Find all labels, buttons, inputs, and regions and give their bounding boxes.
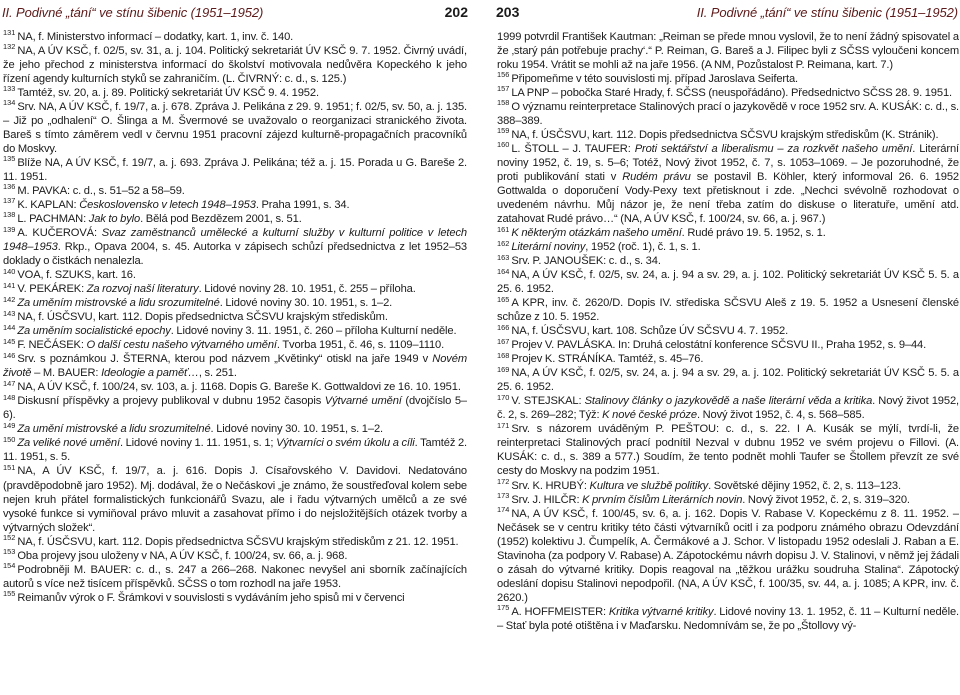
footnote-number: 154 [3, 560, 16, 570]
footnote-title-italic: O další cestu našeho výtvarného umění [86, 339, 277, 352]
footnote-number: 143 [3, 308, 16, 318]
footnote-text: . Lidové noviny 28. 10. 1951, č. 255 – příloha. [198, 283, 416, 296]
footnote-number: 152 [3, 532, 16, 542]
footnote-title-italic: Stalinovy články o jazykovědě a naše literární věda a kritika [584, 395, 873, 408]
footnote [3, 156, 467, 184]
footnote-text: . Tvorba 1951, č. 46, s. 1109–1110. [276, 339, 445, 352]
footnote [3, 226, 467, 268]
footnote-number: 132 [3, 42, 16, 52]
footnote-text: Srv. s poznámkou J. ŠTERNA, kterou pod názvem „Květinky“ otiskl na jaře 1949 v [17, 353, 433, 366]
footnote [3, 100, 467, 156]
footnote-title-italic: Svaz zaměstnanců umělecké a kulturní služby v kulturní politice v letech 1948–1953 [3, 227, 467, 254]
footnote-text: A KPR, inv. č. 2620/D. Dopis IV. střediska SČSVU Aleš z 19. 5. 1952 a Usnesení členské schůze z 10. 5. 1952. [497, 297, 959, 324]
footnote [3, 422, 467, 436]
footnote-text: se postavil B. Köhler, který informoval 26. 6. 1952 Gottwalda o doporučení Vody-Pexy text přetisknout i zde. „Nechci svévolně rozhodovat o uvedeném návrhu. Můj názor je, že není třeba zatím do diskuse o literatuře, umění atd. zatahovat Rudé právo…“ (NA, A ÚV KSČ, f. 100/24, sv. 66, a. j. 967.) [497, 171, 959, 226]
footnote-title-italic: K prvním číslům Literárních novin [582, 493, 743, 506]
footnote-text: Srv. P. JANOUŠEK: c. d., s. 34. [511, 255, 661, 268]
footnote [497, 422, 959, 478]
footnote-text: VOA, f. SZUKS, kart. 16. [17, 269, 136, 282]
footnotes-column [497, 30, 959, 695]
footnote-number: 150 [3, 434, 16, 444]
footnote-text: 1999 potvrdil František Kautman: „Reiman se přede mnou vyslovil, že to není žádný spisovatel a že ‚starý pán potřebuje prachy‘.“ P. Reiman, G. Bareš a J. Filipec byli z SČSS vyloučeni koncem roku 1954. Vrátit se mohli až na jaře 1956. (A NM, Pozůstalost P. Reimana, kart. 7.) [497, 31, 959, 72]
chapter-title: II. Podivné „tání“ ve stínu šibenic (1951–1952) [2, 5, 264, 20]
footnote [497, 394, 959, 422]
footnote-number: 145 [3, 336, 16, 346]
footnote-text: Oba projevy jsou uloženy v NA, A ÚV KSČ, f. 100/24, sv. 66, a. j. 968. [17, 549, 348, 562]
footnote-text: V. PEKÁREK: [17, 283, 87, 296]
running-header [490, 2, 960, 22]
footnote-text: , s. 251. [198, 367, 237, 380]
footnote-text: . Lidové noviny 30. 10. 1951, s. 1–2. [219, 297, 393, 310]
footnote-number: 131 [3, 30, 16, 38]
footnote-text: . Sovětské dějiny 1952, č. 2, s. 113–123. [708, 479, 901, 492]
footnote-text: Projev K. STRÁNÍKA. Tamtéž, s. 45–76. [511, 353, 704, 366]
footnote-title-italic: Za veliké nové umění [17, 437, 120, 450]
footnote-text: . Lidové noviny 3. 11. 1951, č. 260 – příloha Kulturní neděle. [170, 325, 457, 338]
footnote-number: 134 [3, 98, 16, 108]
left-page [0, 0, 472, 695]
page-number: 202 [444, 4, 468, 20]
footnote-number: 140 [3, 266, 16, 276]
footnote [3, 86, 467, 100]
footnote-number: 153 [3, 546, 16, 556]
footnote-text: NA, f. Ministerstvo informací – dodatky, kart. 1, inv. č. 140. [17, 31, 294, 43]
footnote-text: NA, f. ÚSČSVU, kart. 108. Schůze ÚV SČSVU 4. 7. 1952. [511, 325, 789, 338]
footnote-number: 173 [497, 490, 510, 500]
footnote-text: . Lidové noviny 30. 10. 1951, s. 1–2. [210, 423, 384, 436]
footnote-title-italic: Proti sektářství a liberalismu – za rozkvět našeho umění [634, 143, 913, 156]
footnote-title-italic: Za uměním mistrovské a lidu srozumitelné [17, 297, 220, 310]
footnote-text: LA PNP – pobočka Staré Hrady, f. SČSS (neuspořádáno). Předsednictvo SČSS 28. 9. 1951. [511, 87, 953, 100]
footnote-number: 167 [497, 336, 510, 346]
footnote-text: Srv. s názorem uváděným P. PEŠTOU: c. d., s. 22. I A. Kusák se mýlí, tvrdí-li, že reinterpretaci Stalinových prací podnítil Nezval v dubnu 1952 ve svém projevu o Fillovi. (A. KUSÁK: c. d., s. 389 a 577.) Soudím, že tento podnět mohli Taufer se Štollem převzít ze své cesty do Moskvy na podzim 1951. [497, 423, 959, 478]
footnote [3, 310, 467, 324]
right-page [490, 0, 960, 695]
footnote [497, 366, 959, 394]
footnote-text: NA, A ÚV KSČ, f. 19/7, a. j. 616. Dopis J. Císařovského V. Davidovi. Nedatováno (pravděpodobně jaro 1952). Mj. dodával, že o Nečáskovi „je známo, že soustřeďoval kolem sebe nejen kruh přátel formalistických funkcionářů Svazu, ale i řadu výtvarných umělců a ze své vysoké funkce si vymiňoval právo mluvit a zasahovat přímo i do nejsložitějších otázek tvorby a výtvarných složek“. [3, 465, 467, 534]
footnote-text: , 1952 (roč. 1), č. 1, s. 1. [585, 241, 701, 254]
footnote-title-italic: Ideologie a paměť… [101, 367, 199, 380]
footnote [497, 352, 959, 366]
footnote-text: . Nový život 1952, č. 2, s. 319–320. [742, 493, 910, 506]
footnote [497, 100, 959, 128]
footnote-text: Projev V. PAVLÁSKA. In: Druhá celostátní konference SČSVU II., Praha 1952, s. 9–44. [511, 339, 927, 352]
footnote-number: 151 [3, 462, 16, 472]
footnote-text: NA, A ÚV KSČ, f. 100/24, sv. 103, a. j. 1168. Dopis G. Bareše K. Gottwaldovi ze 16. 10. 1951. [17, 381, 461, 394]
footnote-number: 137 [3, 196, 16, 206]
footnote [3, 324, 467, 338]
footnote-text: NA, A ÚV KSČ, f. 02/5, sv. 31, a. j. 104. Politický sekretariát ÚV KSČ 9. 7. 1952. Čivrný uvádí, že jeho přechod z ministerstva informací do školství motivovala nedůvěra Kopeckého k jeho řízení agendy kulturních styků se zahraničím. (L. ČIVRNÝ: c. d., s. 125.) [3, 45, 467, 86]
footnote-title-italic: Kultura ve službě politiky [589, 479, 709, 492]
footnote [497, 254, 959, 268]
footnote-number: 148 [3, 392, 16, 402]
footnote [497, 86, 959, 100]
footnote [497, 128, 959, 142]
footnote-number: 175 [497, 602, 510, 612]
footnote [3, 198, 467, 212]
footnote [3, 436, 467, 464]
footnote-text: . Lidové noviny 1. 11. 1951, s. 1; [119, 437, 277, 450]
footnote-continuation [497, 30, 959, 72]
footnote-number: 159 [497, 126, 510, 136]
footnote-text: Srv. NA, A ÚV KSČ, f. 19/7, a. j. 678. Zpráva J. Pelikána z 29. 9. 1951; f. 02/5, sv. 50, a. j. 135. – Již po „odhalení“ O. Šlinga a M. Švermové se uvažovalo o reorganizaci stranického života. Bareš s tímto záměrem vedl v červnu 1951 pracovní zájezd kulturně-propagačních pracovníků do Moskvy. [3, 101, 467, 156]
footnote [497, 142, 959, 226]
footnote [497, 296, 959, 324]
footnote-number: 141 [3, 280, 16, 290]
footnote-text: A. KUČEROVÁ: [17, 227, 102, 240]
footnote-number: 174 [497, 504, 510, 514]
footnote-text: . Literární noviny 1952, č. 19, s. 5–6; Totéž, Nový život 1952, č. 7, s. 1053–1069. – Je pozoruhodné, že proti publikování stati v [497, 143, 959, 184]
footnote [497, 72, 959, 86]
footnote-number: 138 [3, 210, 16, 220]
footnote-text: . Praha 1991, s. 34. [255, 199, 350, 212]
footnote-text: . Nový život 1952, č. 4, s. 568–585. [696, 409, 865, 422]
footnote-text: L. PACHMAN: [17, 213, 89, 226]
footnote-title-italic: K některým otázkám našeho umění [511, 227, 682, 240]
footnote-text: (dvojčíslo 5–6). [3, 395, 467, 422]
footnote-number: 164 [497, 266, 510, 276]
footnote-text: Blíže NA, A ÚV KSČ, f. 19/7, a. j. 693. Zpráva J. Pelikána; též a. j. 15. Porada u G. Bareše 2. 11. 1951. [3, 157, 467, 184]
footnote-text: NA, A ÚV KSČ, f. 100/45, sv. 6, a. j. 162. Dopis V. Rabase V. Kopeckému z 8. 11. 1952. – Nečásek se v centru kritiky této části výtvarníků ocitl i za podporu známého obrazu Odevzdání (1952) kolektivu J. Čumpelík, A. Čermákové a J. Schor. V listopadu 1952 odeslali J. Raban a E. Stavinoha (za podpory V. Rabase) A. Zápotockému návrh dopisu J. V. Stalinovi, v němž jej žádali o zásah do výtvarné kritiky. Dopis reagoval na „těžkou urážku soudruha Stalina“. Zápotocký odeslání dopisu Stalinovi nepodpořil. (NA, A ÚV KSČ, f. 100/35, sv. 44, a. j. 1085; A KPR, inv. č. 2620.) [497, 507, 959, 604]
footnote-number: 142 [3, 294, 16, 304]
footnote [497, 324, 959, 338]
footnote-title-italic: Novém životě [3, 353, 467, 380]
footnote [3, 296, 467, 310]
footnote [3, 268, 467, 282]
footnote-text: Tamtéž, sv. 20, a. j. 89. Politický sekretariát ÚV KSČ 9. 4. 1952. [17, 87, 319, 100]
footnote-number: 135 [3, 154, 16, 164]
footnote-number: 169 [497, 364, 510, 374]
footnote [497, 226, 959, 240]
footnote-number: 139 [3, 224, 16, 234]
footnote [3, 588, 467, 605]
footnote-text: A. HOFFMEISTER: [511, 605, 609, 618]
footnote-text: . Tamtéž 2. 11. 1951, s. 5. [3, 437, 467, 464]
footnote-number: 149 [3, 420, 16, 430]
footnote-title-italic: Jak to bylo [88, 213, 141, 226]
footnote-title-italic: Za rozvoj naší literatury [86, 283, 199, 296]
footnote [3, 464, 467, 534]
footnote [3, 380, 467, 394]
footnote-number: 168 [497, 350, 510, 360]
footnote-text: NA, f. ÚSČSVU, kart. 112. Dopis předsednictva SČSVU krajským střediskům. [17, 311, 388, 324]
footnote-number: 162 [497, 238, 510, 248]
footnote-text: NA, f. ÚSČSVU, kart. 112. Dopis předsednictva SČSVU krajským střediskům z 21. 12. 1951. [17, 535, 459, 548]
footnote [3, 44, 467, 86]
footnote [3, 282, 467, 296]
footnote [497, 476, 959, 493]
footnote [3, 560, 467, 591]
footnote-title-italic: Československo v letech 1948–1953 [79, 199, 256, 212]
footnote-text: Reimanův výrok o F. Šrámkovi v souvislosti s vydáváním jeho spisů mi v červenci [17, 591, 405, 604]
footnote-text: . Rudé právo 19. 5. 1952, s. 1. [681, 227, 826, 240]
footnote [497, 268, 959, 296]
footnote-text: F. NEČÁSEK: [17, 339, 87, 352]
footnotes-column [3, 30, 467, 695]
footnote-text: M. PAVKA: c. d., s. 51–52 a 58–59. [17, 185, 185, 198]
footnote-text: . Bělá pod Bezdězem 2001, s. 51. [140, 213, 302, 226]
footnote-text: NA, A ÚV KSČ, f. 02/5, sv. 24, a. j. 94 a sv. 29, a. j. 102. Politický sekretariát ÚV KSČ 5. 5. a 25. 6. 1952. [497, 367, 959, 394]
footnote-number: 158 [497, 98, 510, 108]
footnote-title-italic: Výtvarné umění [324, 395, 402, 408]
footnote [497, 504, 959, 605]
footnote [3, 532, 467, 549]
footnote [497, 490, 959, 507]
footnote-text: NA, A ÚV KSČ, f. 02/5, sv. 24, a. j. 94 a sv. 29, a. j. 102. Politický sekretariát ÚV KSČ 5. 5. a 25. 6. 1952. [497, 269, 959, 296]
footnote-text: Připomeňme v této souvislosti mj. případ Jaroslava Seiferta. [511, 73, 799, 86]
footnote [3, 212, 467, 226]
footnote [3, 546, 467, 563]
footnote-text: V. STEJSKAL: [511, 395, 585, 408]
footnote-title-italic: Rudém právu [622, 171, 691, 184]
footnote-number: 144 [3, 322, 16, 332]
footnote-title-italic: K nové české próze [602, 409, 697, 422]
footnote-text: NA, f. ÚSČSVU, kart. 112. Dopis předsednictva SČSVU krajským střediskům (K. Stránik). [511, 129, 939, 142]
footnote-text: O významu reinterpretace Stalinových prací o jazykovědě v roce 1952 srv. A. KUSÁK: c. d., s. 388–389. [497, 101, 959, 128]
footnote-number: 155 [3, 588, 16, 598]
chapter-title: II. Podivné „tání“ ve stínu šibenic (1951–1952) [696, 5, 958, 20]
footnote-number: 171 [497, 420, 510, 430]
footnote-title-italic: Výtvarníci o svém úkolu a cíli [276, 437, 415, 450]
footnote [497, 240, 959, 254]
footnote-text: Srv. J. HILČR: [511, 493, 583, 506]
footnote-number: 163 [497, 252, 510, 262]
footnote-text: Srv. K. HRUBÝ: [511, 479, 590, 492]
footnote [3, 394, 467, 422]
footnote [3, 352, 467, 380]
footnote-number: 170 [497, 392, 510, 402]
footnote-text: Podrobněji M. BAUER: c. d., s. 247 a 266–268. Nakonec nevyšel ani sborník začínajících autorů s více než tisícem příspěvků. SČSS o tom rozhodl na jaře 1953. [3, 563, 467, 590]
footnote [3, 30, 467, 44]
footnote-number: 161 [497, 224, 510, 234]
footnote-number: 146 [3, 350, 16, 360]
footnote-number: 172 [497, 476, 510, 486]
footnote-number: 157 [497, 84, 510, 94]
footnote [3, 338, 467, 352]
footnote [3, 184, 467, 198]
footnote-text: L. ŠTOLL – J. TAUFER: [511, 143, 635, 156]
footnote-title-italic: Kritika výtvarné kritiky [608, 605, 714, 618]
footnote-number: 133 [3, 84, 16, 94]
footnote-number: 165 [497, 294, 510, 304]
footnote-text: . Nový život 1952, č. 2, s. 269–282; Týž: [497, 395, 959, 422]
footnote [497, 602, 959, 633]
footnote-text: K. KAPLAN: [17, 199, 80, 212]
footnote-text: . Rkp., Opava 2004, s. 45. Autorka v zápisech schůzí předsednictva z let 1952–53 doklady o čistkách nenalezla. [3, 241, 467, 268]
footnote-title-italic: Za uměním socialistické epochy [17, 325, 171, 338]
page-number: 203 [496, 4, 520, 20]
running-header [0, 2, 472, 22]
footnote-text: – M. BAUER: [31, 367, 102, 380]
footnote-text: . Lidové noviny 13. 1. 1952, č. 11 – Kulturní neděle. – Stať byla poté otištěna i v Maďarsku. Nedomnívám se, že po „Štollovy vý- [497, 605, 959, 632]
footnote-title-italic: Literární noviny [511, 241, 586, 254]
footnote-number: 136 [3, 182, 16, 192]
footnote-number: 156 [497, 70, 510, 80]
footnote-title-italic: Za umění mistrovské a lidu srozumitelné [17, 423, 211, 436]
footnote-number: 166 [497, 322, 510, 332]
footnote-number: 147 [3, 378, 16, 388]
footnote-text: Diskusní příspěvky a projevy publikoval v dubnu 1952 časopis [17, 395, 325, 408]
footnote [497, 338, 959, 352]
footnote-number: 160 [497, 140, 510, 150]
